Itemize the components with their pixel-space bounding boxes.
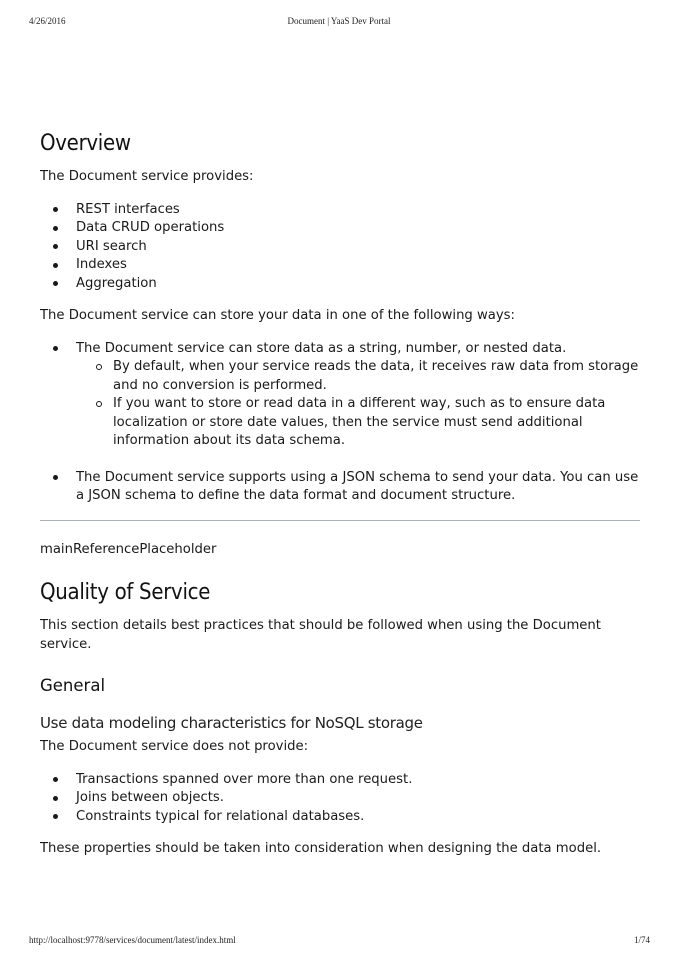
print-date: 4/26/2016 [29,16,66,26]
list-item: Transactions spanned over more than one request. [76,771,640,790]
not-provided-intro: The Document service does not provide: [40,739,309,754]
nosql-subheading: Use data modeling characteristics for NoSQL storage [40,714,423,732]
print-url: http://localhost:9778/services/document/latest/index.html [29,935,236,945]
quality-heading: Quality of Service [40,580,211,605]
list-item: URI search [76,238,640,257]
list-item-text: The Document service can store data as a string, number, or nested data. [76,340,567,356]
feature-list [40,201,640,294]
sub-list [76,358,640,451]
list-item [76,340,640,451]
overview-intro: The Document service provides: [40,169,254,184]
general-heading: General [40,676,106,695]
sub-list-item: If you want to store or read data in a different way, such as to ensure data localization or store date values, then the service must send additional information about its data schema. [113,395,640,451]
reference-placeholder: mainReferencePlaceholder [40,541,217,557]
list-item: REST interfaces [76,201,640,220]
data-model-note: These properties should be taken into consideration when designing the data model. [40,841,602,856]
list-item: Constraints typical for relational databases. [76,808,640,827]
list-item: Indexes [76,256,640,275]
overview-heading: Overview [40,131,131,156]
list-item: Aggregation [76,275,640,294]
print-page-title: Document | YaaS Dev Portal [287,16,391,26]
not-provided-list [40,771,640,827]
storage-ways-intro: The Document service can store your data in one of the following ways: [40,308,515,323]
list-item: Joins between objects. [76,789,640,808]
list-item: Data CRUD operations [76,219,640,238]
document-content [40,128,640,873]
storage-ways-list [40,340,640,506]
sub-list-item: By default, when your service reads the data, it receives raw data from storage and no conversion is performed. [113,358,640,395]
page-number: 1/74 [633,935,650,945]
section-divider [40,520,640,521]
list-item: The Document service supports using a JSON schema to send your data. You can use a JSON schema to define the data format and document structure. [76,469,640,506]
quality-intro: This section details best practices that should be followed when using the Document service. [40,618,601,652]
